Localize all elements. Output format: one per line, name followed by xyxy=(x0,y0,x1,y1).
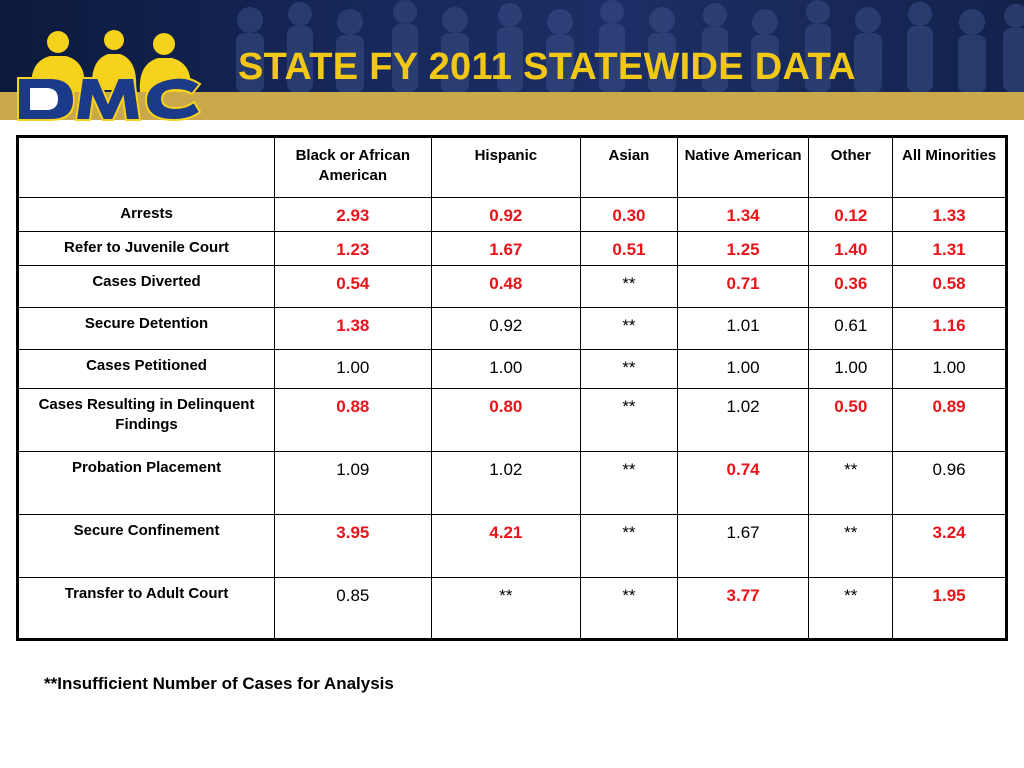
table-cell: 1.67 xyxy=(677,515,809,578)
table-row xyxy=(18,266,1007,308)
table-cell: 1.34 xyxy=(677,198,809,232)
table-cell: 1.00 xyxy=(893,350,1007,389)
table-cell: 0.50 xyxy=(809,389,893,452)
column-header: Native American xyxy=(677,137,809,198)
table-cell: ** xyxy=(581,578,678,640)
table-body xyxy=(18,198,1007,640)
table-cell: 1.02 xyxy=(677,389,809,452)
table-row xyxy=(18,350,1007,389)
row-label: Refer to Juvenile Court xyxy=(18,232,275,266)
table-cell: 0.12 xyxy=(809,198,893,232)
table-cell: 1.40 xyxy=(809,232,893,266)
table-cell: 1.95 xyxy=(893,578,1007,640)
table-cell: 1.00 xyxy=(809,350,893,389)
row-label: Arrests xyxy=(18,198,275,232)
table-cell: ** xyxy=(581,266,678,308)
table-header-row xyxy=(18,137,1007,198)
statewide-data-table xyxy=(16,135,1008,641)
table-row xyxy=(18,389,1007,452)
row-label: Transfer to Adult Court xyxy=(18,578,275,640)
table-cell: 1.00 xyxy=(275,350,432,389)
table-cell: 0.85 xyxy=(275,578,432,640)
table-cell: ** xyxy=(581,515,678,578)
table-cell: ** xyxy=(809,515,893,578)
table-row xyxy=(18,232,1007,266)
table-cell: 0.88 xyxy=(275,389,432,452)
page-title: STATE FY 2011 STATEWIDE DATA xyxy=(238,46,856,88)
table-cell: 3.95 xyxy=(275,515,432,578)
table-cell: 1.31 xyxy=(893,232,1007,266)
column-header: All Minorities xyxy=(893,137,1007,198)
table-row xyxy=(18,198,1007,232)
table-row xyxy=(18,515,1007,578)
table-cell: 1.01 xyxy=(677,308,809,350)
table-cell: 4.21 xyxy=(431,515,581,578)
row-label: Cases Petitioned xyxy=(18,350,275,389)
table-cell: 0.96 xyxy=(893,452,1007,515)
table-cell: 0.54 xyxy=(275,266,432,308)
table-cell: 0.48 xyxy=(431,266,581,308)
table-cell: 0.61 xyxy=(809,308,893,350)
table-cell: ** xyxy=(581,350,678,389)
row-label: Cases Diverted xyxy=(18,266,275,308)
table-row xyxy=(18,578,1007,640)
table-cell: 0.74 xyxy=(677,452,809,515)
table-cell: 1.23 xyxy=(275,232,432,266)
table-cell: 1.67 xyxy=(431,232,581,266)
table-cell: 0.80 xyxy=(431,389,581,452)
table-cell: ** xyxy=(581,308,678,350)
table-cell: 0.71 xyxy=(677,266,809,308)
row-label: Probation Placement xyxy=(18,452,275,515)
column-header: Black or African American xyxy=(275,137,432,198)
table-cell: 0.92 xyxy=(431,198,581,232)
table-cell: ** xyxy=(581,389,678,452)
header-corner-cell xyxy=(18,137,275,198)
table-cell: 0.51 xyxy=(581,232,678,266)
table-cell: ** xyxy=(581,452,678,515)
table-cell: 1.16 xyxy=(893,308,1007,350)
table-row xyxy=(18,308,1007,350)
column-header: Hispanic xyxy=(431,137,581,198)
footnote: **Insufficient Number of Cases for Analysis xyxy=(44,674,394,693)
row-label: Cases Resulting in Delinquent Findings xyxy=(18,389,275,452)
table-cell: 1.00 xyxy=(431,350,581,389)
table-cell: 1.09 xyxy=(275,452,432,515)
table-cell: 0.89 xyxy=(893,389,1007,452)
table-cell: ** xyxy=(809,578,893,640)
table-cell: 0.58 xyxy=(893,266,1007,308)
table-row xyxy=(18,452,1007,515)
table-cell: ** xyxy=(431,578,581,640)
table-cell: 0.36 xyxy=(809,266,893,308)
table-cell: 0.92 xyxy=(431,308,581,350)
row-label: Secure Detention xyxy=(18,308,275,350)
table-cell: 1.25 xyxy=(677,232,809,266)
table-cell: 3.24 xyxy=(893,515,1007,578)
table-cell: 0.30 xyxy=(581,198,678,232)
column-header: Other xyxy=(809,137,893,198)
table-cell: 1.33 xyxy=(893,198,1007,232)
row-label: Secure Confinement xyxy=(18,515,275,578)
table-cell: 3.77 xyxy=(677,578,809,640)
table-cell: 1.00 xyxy=(677,350,809,389)
table-cell: ** xyxy=(809,452,893,515)
table-cell: 2.93 xyxy=(275,198,432,232)
table-cell: 1.02 xyxy=(431,452,581,515)
dmc-logo xyxy=(12,28,212,124)
table-cell: 1.38 xyxy=(275,308,432,350)
column-header: Asian xyxy=(581,137,678,198)
